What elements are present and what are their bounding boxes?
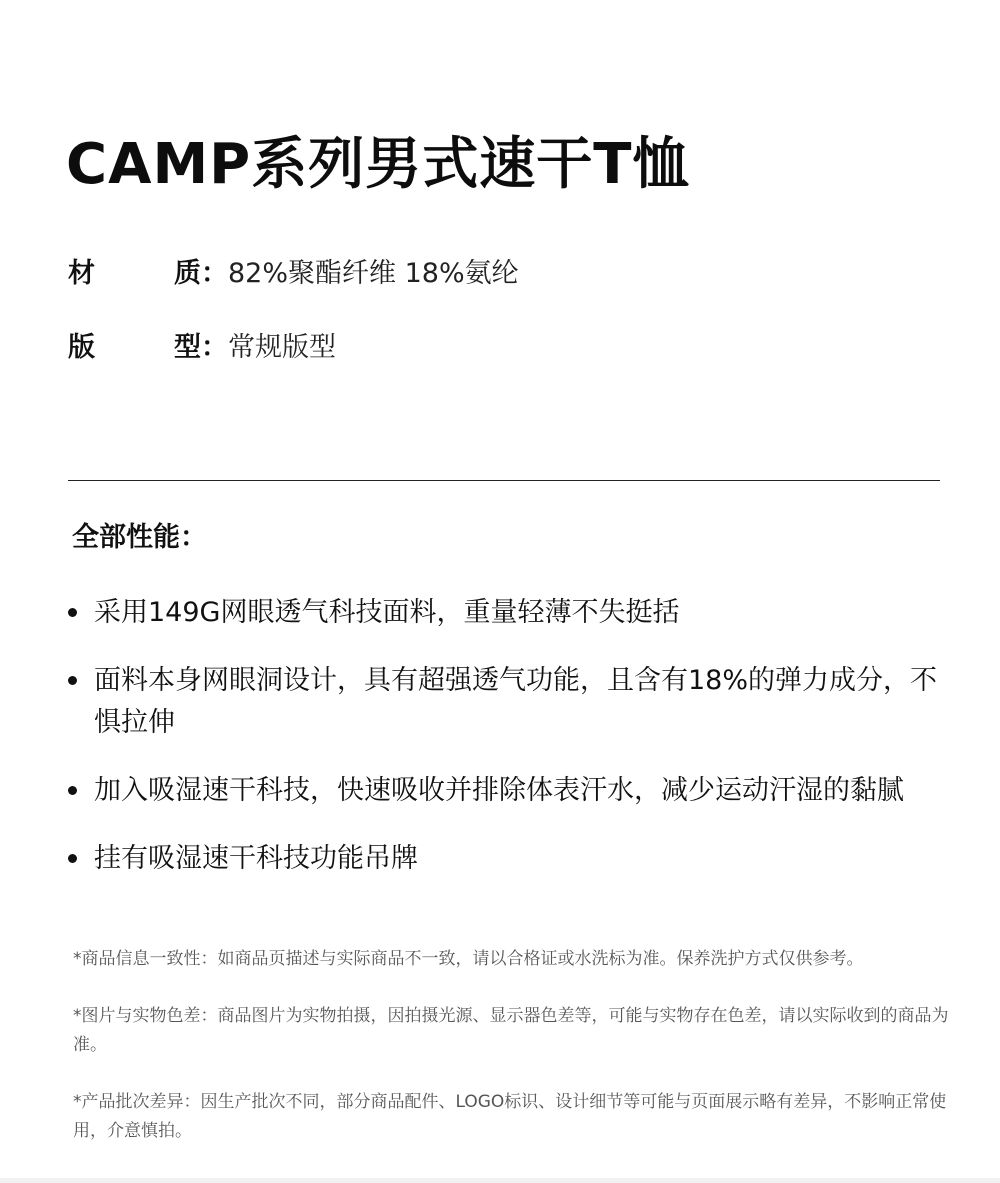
feature-text: 采用149G网眼透气科技面料，重量轻薄不失挺括 — [94, 597, 680, 628]
bullet-dot-icon — [68, 786, 77, 795]
spec-label-char: 材 — [68, 257, 95, 289]
section-divider — [68, 480, 940, 481]
feature-text: 挂有吸湿速干科技功能吊牌 — [94, 843, 418, 874]
feature-text: 面料本身网眼洞设计，具有超强透气功能，且含有18%的弹力成分，不惧拉伸 — [94, 665, 938, 738]
feature-text: 加入吸湿速干科技，快速吸收并排除体表汗水，减少运动汗湿的黏腻 — [94, 775, 904, 806]
bullet-dot-icon — [68, 608, 77, 617]
spec-label-material — [68, 251, 228, 290]
feature-item — [66, 770, 946, 812]
feature-list — [66, 592, 946, 906]
note-color-difference: *图片与实物色差：商品图片为实物拍摄，因拍摄光源、显示器色差等，可能与实物存在色差，请以实际收到的商品为准。 — [73, 1006, 949, 1055]
feature-item — [66, 660, 946, 744]
spec-row-fit — [68, 324, 519, 364]
spec-label-char: 版 — [68, 331, 95, 363]
spec-label-fit — [68, 325, 228, 364]
spec-value-material: 82%聚酯纤维 18%氨纶 — [228, 257, 519, 289]
performance-heading: 全部性能： — [72, 522, 207, 553]
disclaimer-notes — [73, 928, 963, 1174]
spec-list — [68, 250, 519, 398]
note-batch-difference: *产品批次差异：因生产批次不同，部分商品配件、LOGO标识、设计细节等可能与页面展示略有差异，不影响正常使用，介意慎拍。 — [73, 1092, 947, 1141]
bottom-band — [0, 1178, 1000, 1183]
note-consistency: *商品信息一致性：如商品页描述与实际商品不一致，请以合格证或水洗标为准。保养洗护方式仅供参考。 — [73, 949, 864, 969]
spec-row-material — [68, 250, 519, 290]
feature-item — [66, 592, 946, 634]
product-title: CAMP系列男式速干T恤 — [66, 131, 690, 197]
feature-item — [66, 838, 946, 880]
spec-value-fit: 常规版型 — [228, 331, 336, 363]
bullet-dot-icon — [68, 676, 77, 685]
spec-label-char: 型： — [174, 331, 228, 363]
spec-label-char: 质： — [174, 257, 228, 289]
bullet-dot-icon — [68, 854, 77, 863]
